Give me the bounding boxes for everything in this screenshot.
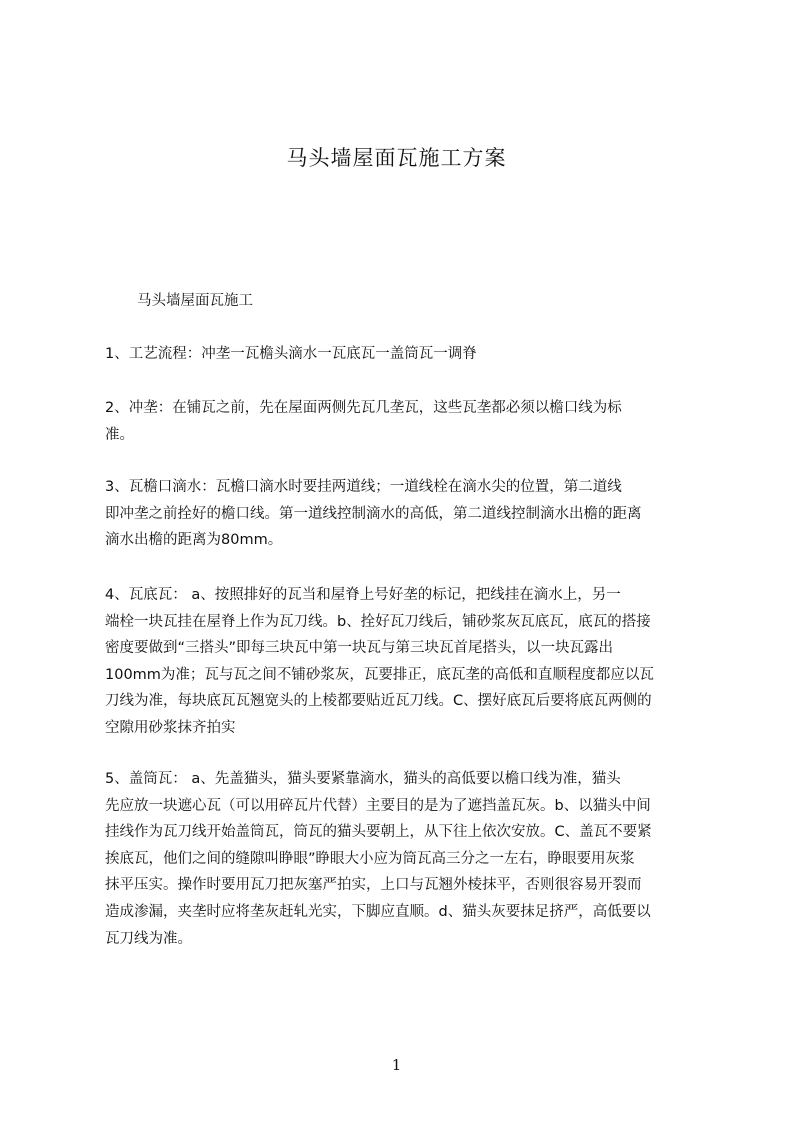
paragraph-line: 瓦刀线为准。 — [105, 930, 192, 947]
paragraph-line: 挨底瓦，他们之间的缝隙叫睁眼”睁眼大小应为筒瓦高三分之一左右，睁眼要用灰浆 — [105, 850, 635, 867]
paragraph-line: 密度要做到“三搭头”即每三块瓦中第一块瓦与第三块瓦首尾搭头，以一块瓦露出 — [105, 640, 614, 657]
paragraph-bottom-tile — [105, 582, 702, 742]
paragraph-line: 2、冲垄：在铺瓦之前，先在屋面两侧先瓦几垄瓦，这些瓦垄都必须以檐口线为标 — [105, 400, 622, 416]
paragraph-line: 准。 — [105, 426, 134, 443]
paragraph-line: 1、工艺流程：冲垄一瓦檐头滴水一瓦底瓦一盖筒瓦一调脊 — [105, 346, 477, 362]
paragraph-line: 5、盖筒瓦： a、先盖猫头，猫头要紧靠滴水，猫头的高低要以檐口线为准，猫头 — [105, 771, 621, 787]
paragraph-line: 刀线为准，每块底瓦瓦翘宽头的上棱都要贴近瓦刀线。C、摆好底瓦后要将底瓦两侧的 — [105, 693, 652, 710]
paragraph-chonglong — [105, 395, 702, 448]
paragraph-line: 先应放一块遮心瓦（可以用碎瓦片代替）主要目的是为了遮挡盖瓦灰。b、以猫头中间 — [105, 797, 651, 814]
paragraph-process — [105, 341, 702, 368]
paragraph-line: 端栓一块瓦挂在屋脊上作为瓦刀线。b、拴好瓦刀线后，铺砂浆灰瓦底瓦，底瓦的搭接 — [105, 613, 651, 630]
paragraph-line: 抹平压实。操作时要用瓦刀把灰塞严拍实，上口与瓦翘外棱抹平，否则很容易开裂而 — [105, 877, 642, 894]
document-subtitle: 马头墙屋面瓦施工 — [137, 293, 253, 309]
page-number: 1 — [391, 1056, 402, 1074]
paragraph-line: 即冲垄之前拴好的檐口线。第一道线控制滴水的高低，第二道线控制滴水出檐的距离 — [105, 505, 642, 522]
paragraph-line: 造成渗漏，夹垄时应将垄灰赶轧光实，下脚应直顺。d、猫头灰要抹足挤严，高低要以 — [105, 903, 651, 920]
paragraph-line: 滴水出檐的距离为80mm。 — [105, 532, 283, 549]
paragraph-line: 100mm为准；瓦与瓦之间不铺砂浆灰，瓦要排正，底瓦垄的高低和直顺程度都应以瓦 — [105, 666, 654, 683]
paragraph-cover-tile — [105, 766, 702, 952]
paragraph-line: 挂线作为瓦刀线开始盖筒瓦，筒瓦的猫头要朝上，从下往上依次安放。C、盖瓦不要紧 — [105, 824, 652, 841]
paragraph-line: 空隙用砂浆抹齐拍实 — [105, 719, 236, 736]
document-title: 马头墙屋面瓦施工方案 — [286, 146, 507, 170]
paragraph-line: 4、瓦底瓦： a、按照排好的瓦当和屋脊上号好垄的标记，把线挂在滴水上，另一 — [105, 587, 621, 603]
paragraph-line: 3、瓦檐口滴水：瓦檐口滴水时要挂两道线；一道线栓在滴水尖的位置，第二道线 — [105, 479, 622, 495]
paragraph-eave-drip — [105, 474, 702, 554]
